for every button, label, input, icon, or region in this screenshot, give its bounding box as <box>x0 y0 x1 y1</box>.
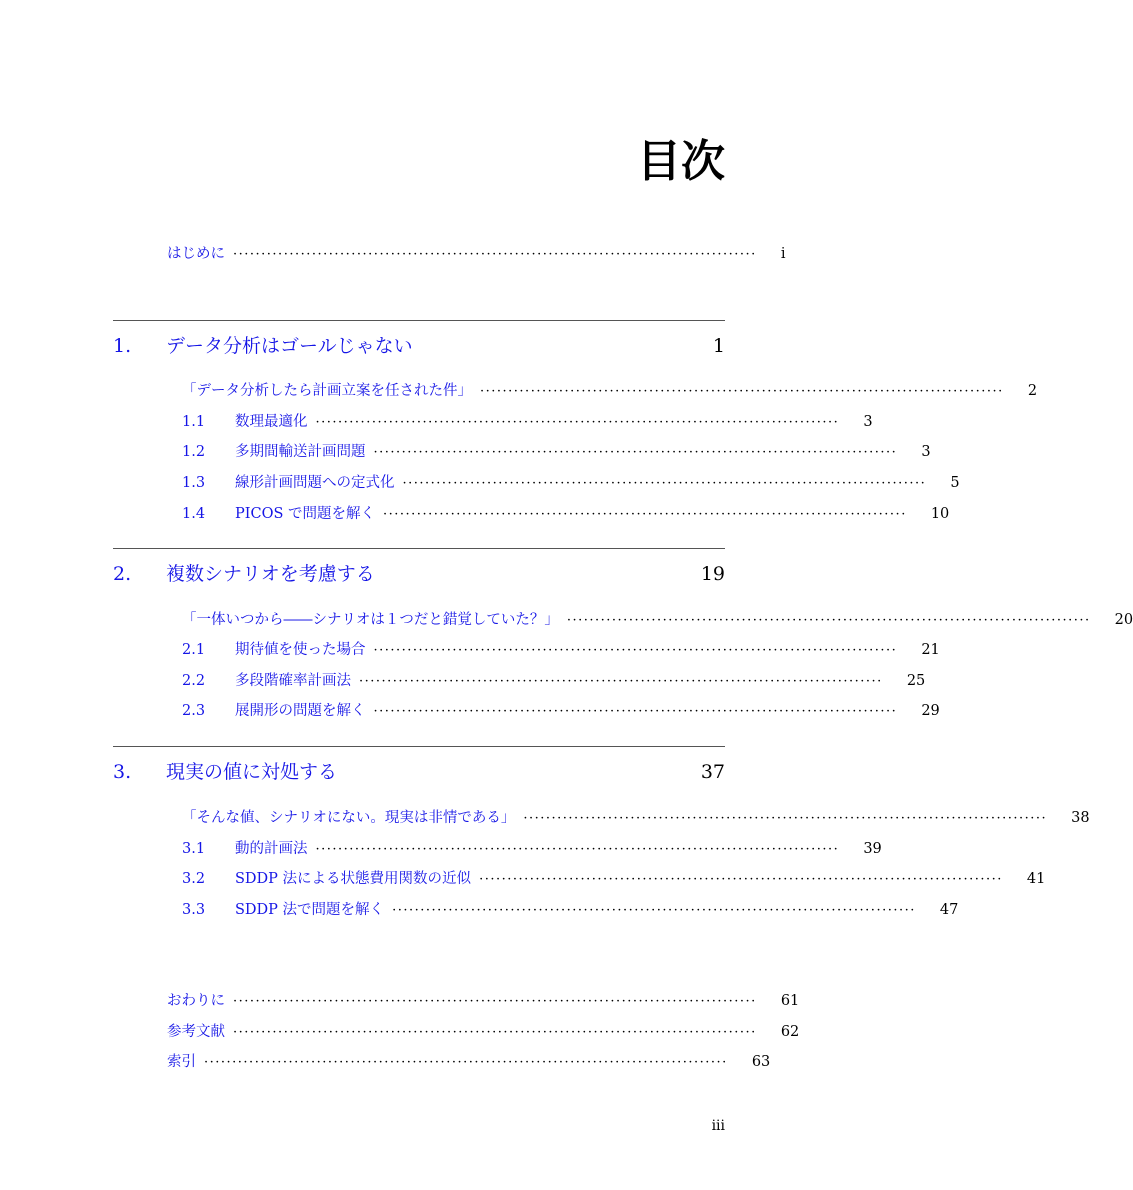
toc-entry-section[interactable] <box>182 502 950 526</box>
chapter-heading-2[interactable] <box>113 559 725 589</box>
toc-entry-section[interactable] <box>182 837 882 861</box>
entry-label[interactable]: 多期間輸送計画問題 <box>235 444 366 460</box>
section-number[interactable]: 2.1 <box>182 642 206 658</box>
page-number: 21 <box>921 642 940 658</box>
entry-label[interactable]: 数理最適化 <box>235 414 308 430</box>
chapter-title[interactable]: データ分析はゴールじゃない <box>166 335 413 357</box>
section-number[interactable]: 3.1 <box>182 841 206 857</box>
entry-label[interactable]: 動的計画法 <box>235 841 308 857</box>
section-number[interactable]: 3.2 <box>182 871 206 887</box>
chapter-number[interactable]: 1. <box>113 335 132 357</box>
chapter-number[interactable]: 3. <box>113 761 132 783</box>
leader-dots: ····························································································· <box>204 1055 728 1070</box>
entry-label[interactable]: 「そんな値、シナリオにない。現実は非情である」 <box>182 810 516 826</box>
leader-dots: ····························································································· <box>566 613 1091 628</box>
toc-entry-intro[interactable] <box>182 379 1038 403</box>
entry-label[interactable]: おわりに <box>167 993 225 1009</box>
entry-label[interactable]: 多段階確率計画法 <box>235 673 351 689</box>
leader-dots: ····························································································· <box>233 247 757 262</box>
leader-dots: ····························································································· <box>233 994 757 1009</box>
chapter-heading-1[interactable] <box>113 331 725 361</box>
page-number: 20 <box>1114 612 1133 628</box>
page-number: 2 <box>1027 383 1038 399</box>
page-number: 38 <box>1071 810 1090 826</box>
leader-dots: ····························································································· <box>373 445 898 460</box>
section-number[interactable]: 1.4 <box>182 506 206 522</box>
toc-entry-section[interactable] <box>182 440 931 464</box>
toc-entry-intro[interactable] <box>182 806 1090 830</box>
chapter-divider <box>113 548 725 549</box>
leader-dots: ····························································································· <box>315 415 840 430</box>
toc-entry-section[interactable] <box>182 898 959 922</box>
page-number: 25 <box>906 673 926 689</box>
leader-dots: ····························································································· <box>315 842 840 857</box>
toc-entry-afterword[interactable] <box>167 989 800 1013</box>
folio-page-number: iii <box>711 1118 725 1134</box>
toc-entry-section[interactable] <box>182 699 940 723</box>
entry-label[interactable]: 参考文献 <box>167 1024 225 1040</box>
chapter-divider <box>113 320 725 321</box>
toc-entry-section[interactable] <box>182 471 960 495</box>
page-number: 63 <box>751 1054 771 1070</box>
section-number[interactable]: 2.2 <box>182 673 206 689</box>
chapter-title[interactable]: 現実の値に対処する <box>166 761 338 783</box>
chapter-title[interactable]: 複数シナリオを考慮する <box>166 563 375 585</box>
leader-dots: ····························································································· <box>392 903 916 918</box>
entry-label[interactable]: PICOS で問題を解く <box>235 506 376 522</box>
page-number: 5 <box>950 475 960 491</box>
chapter-number[interactable]: 2. <box>113 563 132 585</box>
page-number: i <box>780 246 786 262</box>
section-number[interactable]: 1.1 <box>182 414 206 430</box>
leader-dots: ····························································································· <box>373 643 898 658</box>
page-number: 3 <box>863 414 873 430</box>
entry-label[interactable]: 期待値を使った場合 <box>235 642 366 658</box>
entry-label[interactable]: SDDP 法で問題を解く <box>235 902 385 918</box>
leader-dots: ····························································································· <box>480 384 1004 399</box>
section-number[interactable]: 3.3 <box>182 902 206 918</box>
entry-label[interactable]: はじめに <box>167 246 225 262</box>
page-number: 47 <box>939 902 959 918</box>
toc-entry-references[interactable] <box>167 1020 800 1044</box>
leader-dots: ····························································································· <box>359 674 883 689</box>
section-number[interactable]: 2.3 <box>182 703 206 719</box>
entry-label[interactable]: 「一体いつから――シナリオは１つだと錯覚していた？」 <box>182 612 559 628</box>
page-number: 10 <box>930 506 950 522</box>
entry-label[interactable]: SDDP 法による状態費用関数の近似 <box>235 871 472 887</box>
toc-entry-index[interactable] <box>167 1050 771 1074</box>
leader-dots: ····························································································· <box>479 872 1003 887</box>
section-number[interactable]: 1.3 <box>182 475 206 491</box>
leader-dots: ····························································································· <box>383 507 907 522</box>
page-number: 1 <box>712 335 725 357</box>
section-number[interactable]: 1.2 <box>182 444 206 460</box>
page-number: 39 <box>863 841 882 857</box>
entry-label[interactable]: 「データ分析したら計画立案を任された件」 <box>182 383 472 399</box>
page-number: 37 <box>700 761 725 783</box>
page-number: 61 <box>780 993 800 1009</box>
toc-title: 目次 <box>637 136 725 187</box>
page-number: 62 <box>780 1024 800 1040</box>
page-number: 3 <box>921 444 931 460</box>
entry-label[interactable]: 線形計画問題への定式化 <box>235 475 395 491</box>
page-number: 29 <box>921 703 940 719</box>
entry-label[interactable]: 展開形の問題を解く <box>235 703 366 719</box>
toc-entry-preface[interactable] <box>167 242 786 266</box>
chapter-heading-3[interactable] <box>113 757 725 787</box>
entry-label[interactable]: 索引 <box>167 1054 196 1070</box>
leader-dots: ····························································································· <box>373 704 898 719</box>
toc-entry-section[interactable] <box>182 669 926 693</box>
page-number: 19 <box>700 563 725 585</box>
toc-entry-intro[interactable] <box>182 608 1133 632</box>
toc-entry-section[interactable] <box>182 638 940 662</box>
leader-dots: ····························································································· <box>523 811 1048 826</box>
chapter-divider <box>113 746 725 747</box>
toc-entry-section[interactable] <box>182 410 873 434</box>
page-number: 41 <box>1026 871 1046 887</box>
leader-dots: ····························································································· <box>402 476 927 491</box>
toc-entry-section[interactable] <box>182 867 1046 891</box>
leader-dots: ····························································································· <box>233 1025 757 1040</box>
